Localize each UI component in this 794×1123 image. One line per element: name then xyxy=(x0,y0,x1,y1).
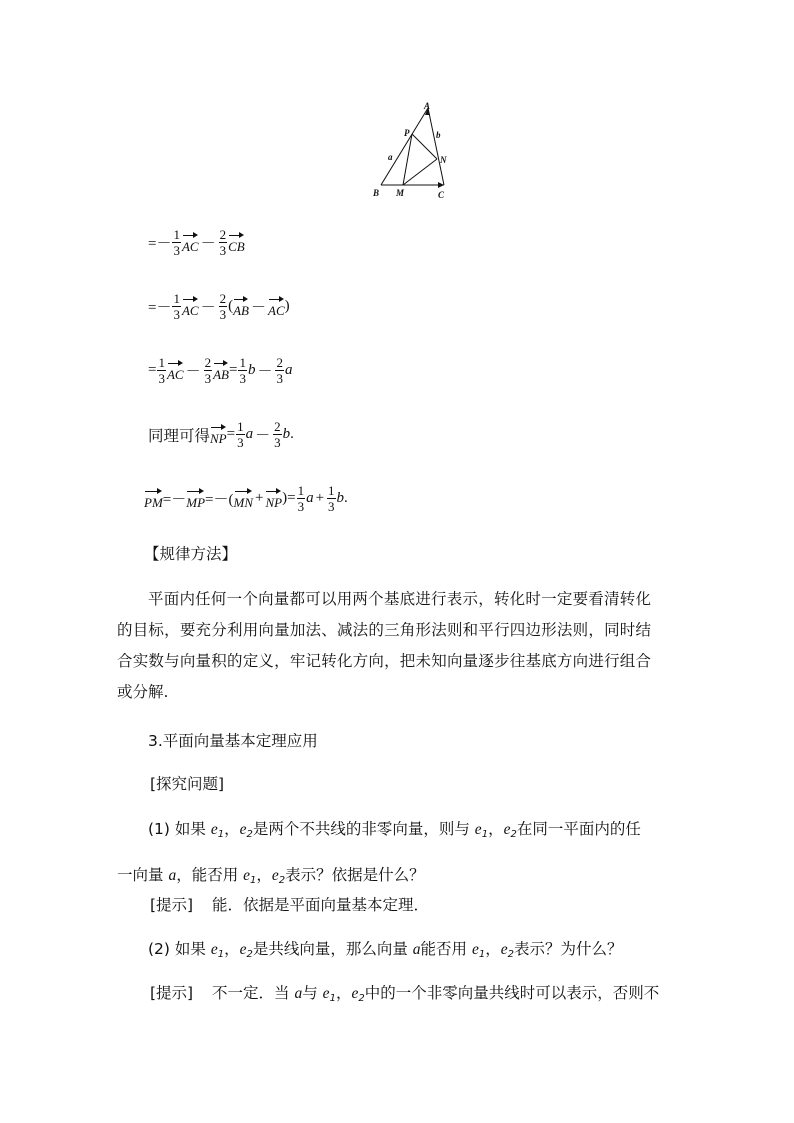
eq1-equals: =－ xyxy=(148,236,172,252)
method-heading: 【规律方法】 xyxy=(144,545,238,563)
equation-2 xyxy=(148,292,290,321)
edge-ba xyxy=(381,108,428,185)
equation-3 xyxy=(148,356,292,385)
eq2-vector-ac: AC xyxy=(182,296,199,317)
label-a-vertex: A xyxy=(424,101,431,111)
eq5-vector-mp: MP xyxy=(186,488,205,509)
eq4-dot: . xyxy=(290,426,294,442)
eq5-vector-mn: MN xyxy=(234,488,254,509)
eq4-minus: － xyxy=(255,428,271,444)
label-b-vertex: B xyxy=(373,188,380,198)
eq3-equals: = xyxy=(148,362,157,378)
eq3-minus-2: － xyxy=(257,364,273,380)
eq5-a: a xyxy=(306,490,314,506)
equation-5 xyxy=(144,484,348,513)
eq2-vector-ac-2: AC xyxy=(268,296,285,317)
label-n: N xyxy=(440,155,447,165)
eq4-b: b xyxy=(282,426,291,442)
eq5-vector-np: NP xyxy=(265,488,282,509)
triangle-figure xyxy=(368,100,458,204)
eq5-vector-pm: PM xyxy=(144,488,163,509)
label-a-side: a xyxy=(388,152,393,162)
eq5-equals-2: =－( xyxy=(205,492,234,508)
eq2-vector-ab: AB xyxy=(233,296,249,317)
label-c: C xyxy=(438,190,445,200)
eq2-frac-2: $\frac{2}{3}$ xyxy=(219,291,227,322)
eq4-frac-1: $\frac{1}{3}$ xyxy=(237,419,244,450)
eq2-lparen: ( xyxy=(228,298,234,314)
hint-2-tag: [提示] xyxy=(150,984,194,1002)
segment-pn xyxy=(412,134,437,159)
eq5-rparen-equals: )= xyxy=(282,490,296,506)
label-m: M xyxy=(396,188,405,198)
section-title: 3.平面向量基本定理应用 xyxy=(148,732,318,750)
eq3-vector-ab: AB xyxy=(213,360,229,381)
eq2-minus: － xyxy=(200,300,216,316)
eq5-dot: . xyxy=(344,490,348,506)
eq5-equals-1: =－ xyxy=(162,492,187,508)
eq3-b: b xyxy=(247,362,256,378)
eq3-equals-2: = xyxy=(229,362,238,378)
eq5-frac-2: $\frac{1}{3}$ xyxy=(328,483,335,514)
eq1-frac-1: $\frac{1}{3}$ xyxy=(173,227,180,258)
eq5-plus-2: + xyxy=(315,490,325,506)
eq5-b: b xyxy=(336,490,345,506)
segment-mn xyxy=(403,159,437,185)
eq3-a: a xyxy=(284,362,293,378)
eq4-equals: = xyxy=(226,426,236,442)
eq1-vector-cb: CB xyxy=(228,232,245,253)
hint-1-tag: [提示] xyxy=(150,896,194,914)
method-body xyxy=(117,584,651,708)
explore-heading: [探究问题] xyxy=(150,775,225,793)
eq3-frac-4: $\frac{2}{3}$ xyxy=(276,355,283,386)
edge-ac xyxy=(428,108,444,185)
eq3-vector-ac: AC xyxy=(167,360,184,381)
equation-1 xyxy=(148,228,245,257)
eq3-minus: － xyxy=(185,364,201,380)
hint-2 xyxy=(150,981,659,1004)
eq2-rparen: ) xyxy=(284,298,290,314)
eq1-minus: － xyxy=(200,236,216,252)
question-2: (2) 如果 $e_1$，$e_2$是共线向量，那么向量 a能否用 $e_1$，$e_2$表示？为什么？ xyxy=(148,940,623,960)
eq4-prefix: 同理可得 xyxy=(148,426,211,445)
eq2-equals: =－ xyxy=(148,300,172,316)
question-1-line-1: (1) 如果 $e_1$，$e_2$是两个不共线的非零向量，则与 $e_1$，$e_2$在同一平面内的任 xyxy=(148,820,641,840)
hint-1-text: 能．依据是平面向量基本定理． xyxy=(212,896,430,914)
eq2-minus-2: － xyxy=(251,300,267,316)
eq3-frac-2: $\frac{2}{3}$ xyxy=(204,355,212,386)
eq1-frac-2: $\frac{2}{3}$ xyxy=(219,227,227,258)
eq5-plus: + xyxy=(255,490,264,506)
question-1 xyxy=(117,814,651,896)
hint-2-text: 不一定．当 a与 $e_1$，$e_2$中的一个非零向量共线时可以表示，否则不 xyxy=(212,984,660,1004)
eq5-frac-1: $\frac{1}{3}$ xyxy=(297,483,305,514)
eq4-vector-np: NP xyxy=(210,424,227,445)
eq1-vector-ac: AC xyxy=(182,232,199,253)
eq3-frac-1: $\frac{1}{3}$ xyxy=(158,355,165,386)
eq4-frac-2: $\frac{2}{3}$ xyxy=(274,419,281,450)
label-b-side: b xyxy=(436,130,441,140)
equation-4 xyxy=(148,420,294,449)
hint-1 xyxy=(150,893,429,915)
eq2-frac-1: $\frac{1}{3}$ xyxy=(173,291,180,322)
eq3-frac-3: $\frac{1}{3}$ xyxy=(239,355,246,386)
label-p: P xyxy=(404,128,410,138)
question-1-line-2: 一向量 a，能否用 $e_1$，$e_2$表示？依据是什么？ xyxy=(117,866,425,886)
method-body-text: 平面内任何一个向量都可以用两个基底进行表示，转化时一定要看清转化的目标，要充分利用向量加法、减法的三角形法则和平行四边形法则，同时结合实数与向量积的定义，牢记转化方向，把未知向量逐步往基底方向进行组合或分解. xyxy=(117,590,651,701)
eq4-a: a xyxy=(245,426,254,442)
